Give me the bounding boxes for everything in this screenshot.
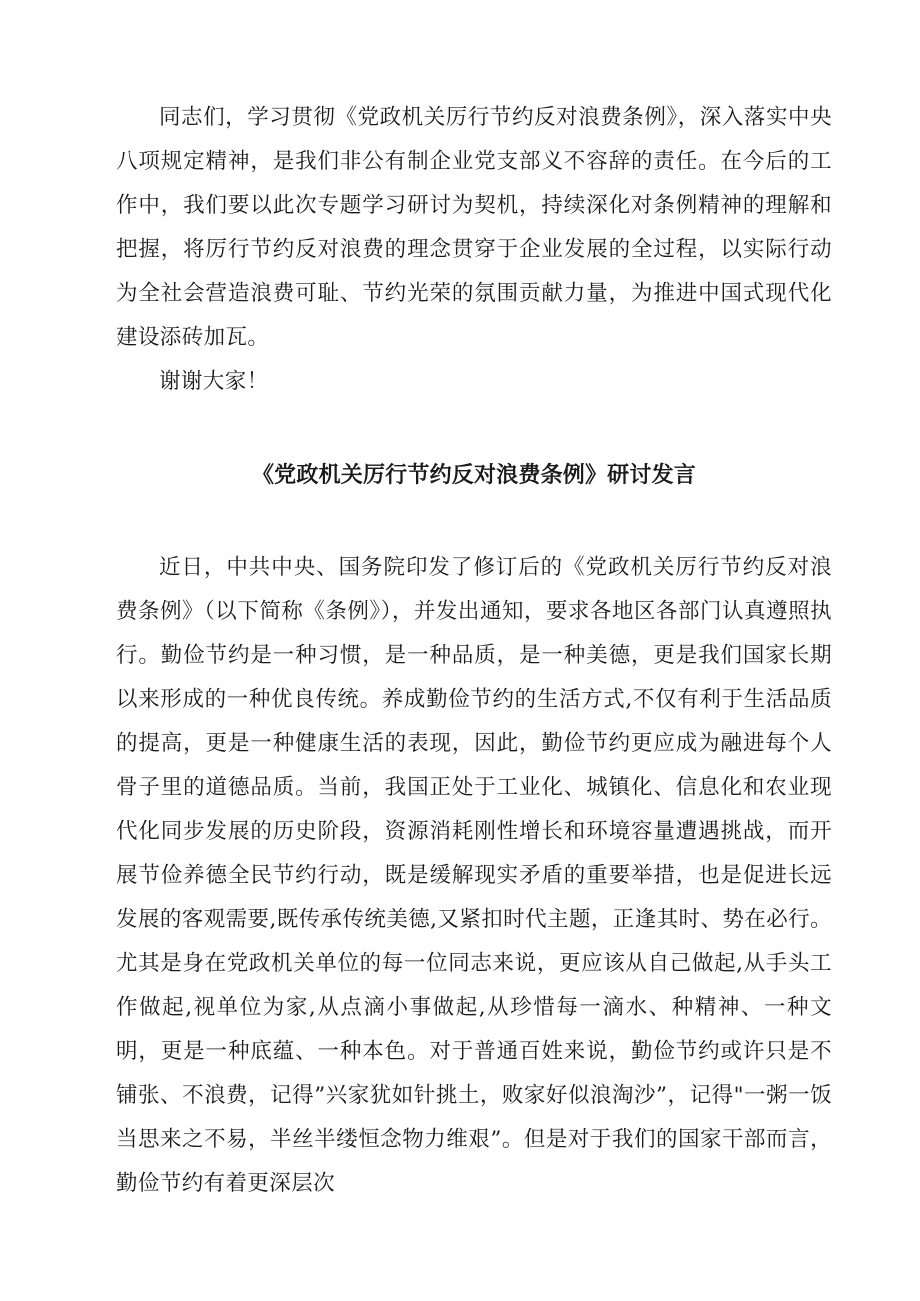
thanks-paragraph: 谢谢大家！ (159, 369, 269, 394)
closing-paragraph: 同志们，学习贯彻《党政机关厉行节约反对浪费条例》，深入落实中央八项规定精神，是我们非公有制企业党支部义不容辞的责任。在今后的工作中，我们要以此次专题学习研讨为契机，持续深化对条例精神的理解和把握，将厉行节约反对浪费的理念贯穿于企业发展的全过程，以实际行动为全社会营造浪费可耻、节约光荣的氛围贡献力量，为推进中国式现代化建设添砖加瓦。 (116, 105, 832, 350)
section-title: 《党政机关厉行节约反对浪费条例》研讨发言 (251, 463, 696, 488)
body-paragraph: 近日，中共中央、国务院印发了修订后的《党政机关厉行节约反对浪费条例》（以下简称《条例》），并发出通知，要求各地区各部门认真遵照执行。勤俭节约是一种习惯，是一种品质，是一种美德，更是我们国家长期以来形成的一种优良传统。养成勤俭节约的生活方式,不仅有利于生活品质的提高，更是一种健康生活的表现，因此，勤俭节约更应成为融进每个人骨子里的道德品质。当前，我国正处于工业化、城镇化、信息化和农业现代化同步发展的历史阶段，资源消耗刚性增长和环境容量遭遇挑战，而开展节俭养德全民节约行动，既是缓解现实矛盾的重要举措，也是促进长远发展的客观需要,既传承传统美德,又紧扣时代主题，正逢其时、势在必行。尤其是身在党政机关单位的每一位同志来说，更应该从自己做起,从手头工作做起,视单位为家,从点滴小事做起,从珍惜每一滴水、种精神、一种文明，更是一种底蕴、一种本色。对于普通百姓来说，勤俭节约或许只是不铺张、不浪费，记得”兴家犹如针挑土，败家好似浪淘沙”，记得"一粥一饭当思来之不易，半丝半缕恒念物力维艰”。但是对于我们的国家干部而言，勤俭节约有着更深层次 (116, 555, 832, 1196)
